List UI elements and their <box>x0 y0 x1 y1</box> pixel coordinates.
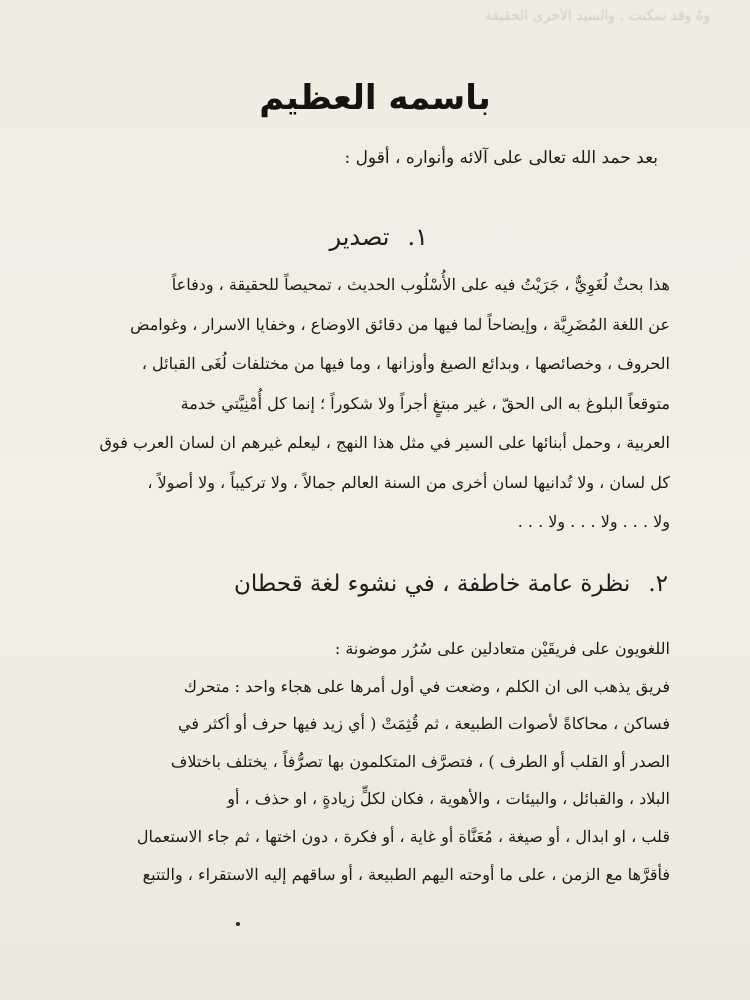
text-line: فأقرَّها مع الزمن ، على ما أوحته اليهم الطبيعة ، أو ساقهم إليه الاستقراء ، والتتبع <box>142 864 670 884</box>
text-line: كل لسان ، ولا تُدانيها لسان أخرى من السنة العالم جمالاً ، ولا تركيباً ، ولا أصولاً ، <box>147 472 670 492</box>
intro-line: بعد حمد الله تعالى على آلائه وأنواره ، أقول : <box>344 148 658 168</box>
section-1-title: تصدير <box>329 223 390 251</box>
text-line: العربية ، وحمل أبنائها على السير في مثل هذا النهج ، ليعلم غيرهم ان لسان العرب فوق <box>99 433 670 452</box>
basmala-heading: باسمه العظيم <box>259 78 491 118</box>
ink-dot <box>236 922 240 926</box>
text-line: عن اللغة المُضَرِيَّة ، وإيضاحاً لما فيها من دقائق الاوضاع ، وخفايا الاسرار ، وغوامض <box>130 314 670 334</box>
text-line: قلب ، او ابدال ، أو صيغة ، مُعَنَّاة أو غاية ، أو فكرة ، دون اختها ، ثم جاء الاستعمال <box>136 826 670 846</box>
text-line: ولا . . . ولا . . . ولا . . . <box>517 512 670 531</box>
text-line: هذا بحثٌ لُغَوِيٌّ ، جَرَيْتُ فيه على الأُسْلُوب الحديث ، تمحيصاً للحقيقة ، ودفاعاً <box>171 275 670 294</box>
section-2-number: ٢. <box>648 571 668 597</box>
section-2-heading <box>234 571 668 597</box>
text-line: اللغويون على فريقَيْن متعادلين على سُرُر موضونة : <box>334 639 670 658</box>
section-1-paragraph <box>62 265 670 542</box>
text-line: الصدر أو القلب أو الطرف ) ، فتصرَّف المتكلمون بها تصرُّفاً ، يختلف باختلاف <box>170 751 670 771</box>
section-1-heading <box>329 223 428 251</box>
text-line: فساكن ، محاكاةً لأصوات الطبيعة ، ثم قُثِمَتْ ( أي زيد فيها حرف أو أكثر في <box>178 714 670 734</box>
section-2-paragraph <box>62 630 670 893</box>
section-2-title: نظرة عامة خاطفة ، في نشوء لغة قحطان <box>234 571 631 597</box>
text-line: الحروف ، وخصائصها ، وبدائع الصيغ وأوزانها ، وما فيها من مختلفات لُغَى القبائل ، <box>141 354 670 373</box>
text-line: البلاد ، والقبائل ، والبيئات ، والأهوية ، فكان لكلٍّ زيادةٍ ، او حذف ، أو <box>227 789 670 809</box>
bleed-through-text: وهُ وقد تمكنت . والسيد الأخرى الحقيقة <box>484 8 710 24</box>
text-line: متوقعاً البلوغ به الى الحقّ ، غير مبتغٍ أجراً ولا شكوراً ؛ إنما كل أُمْنِيَّتي خدمة <box>180 393 670 413</box>
text-line: فريق يذهب الى ان الكلم ، وضعت في أول أمرها على هجاء واحد : متحرك <box>183 676 670 696</box>
section-1-number: ١. <box>407 223 428 251</box>
